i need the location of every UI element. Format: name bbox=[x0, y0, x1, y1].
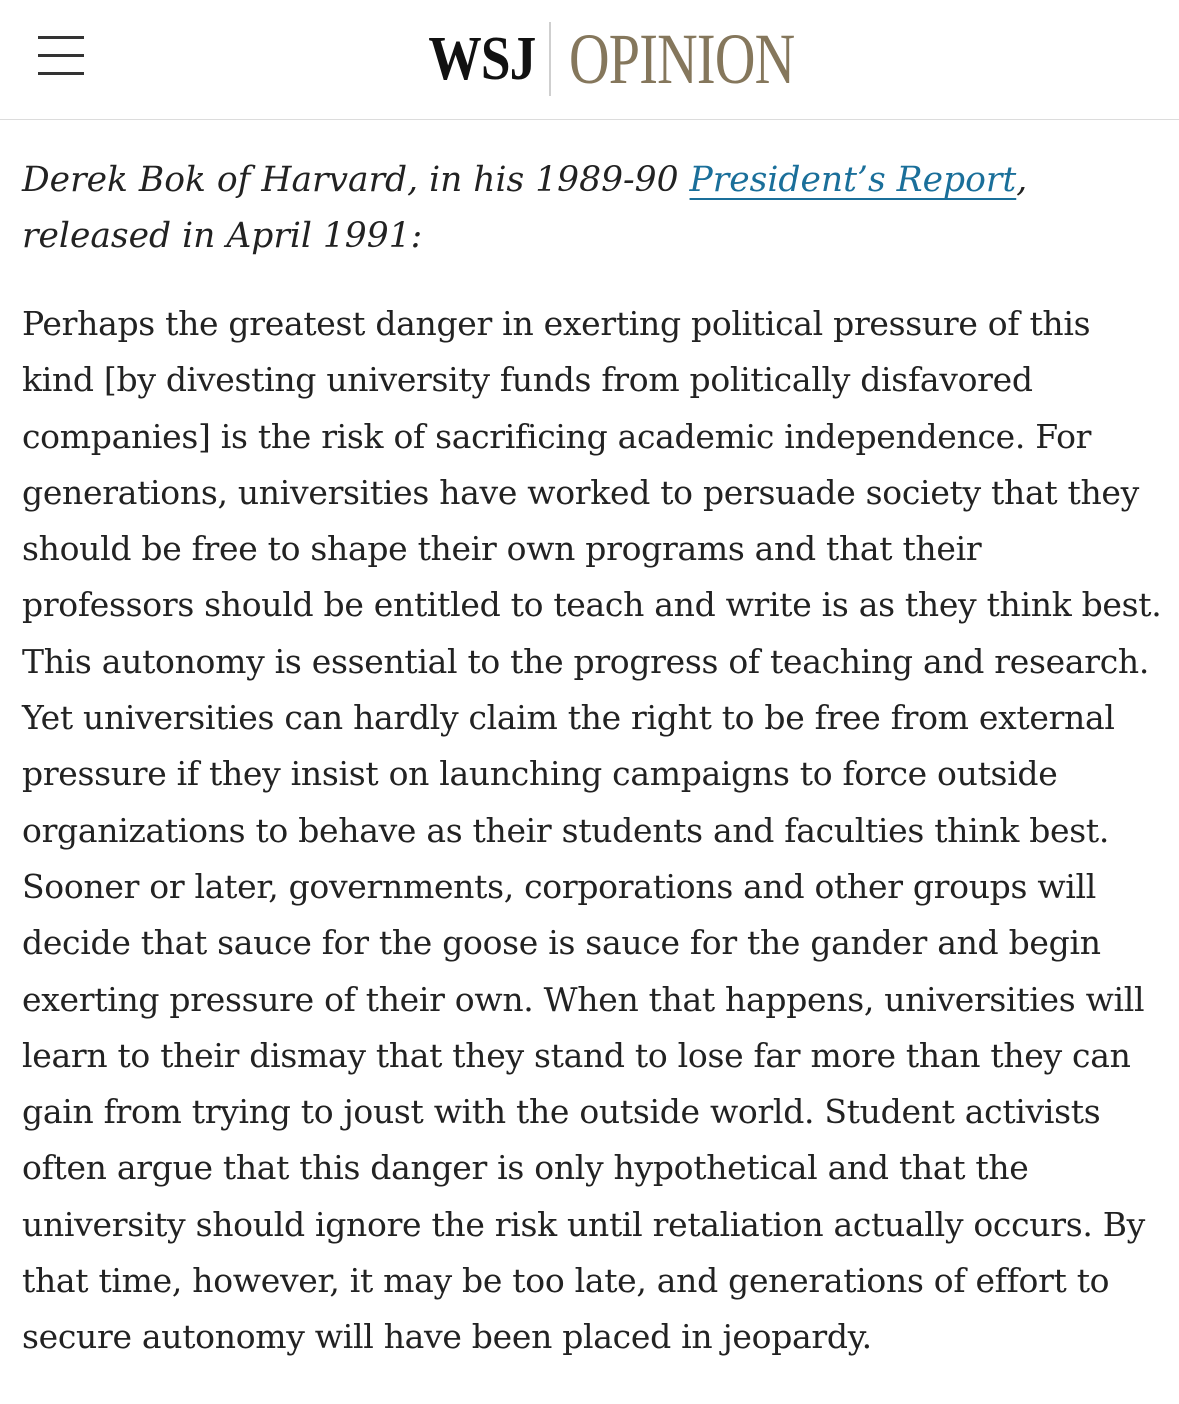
intro-text-after-link: , released in April 1991: bbox=[22, 160, 1028, 256]
article-body bbox=[22, 152, 1162, 1366]
quoted-passage: Perhaps the greatest danger in exerting political pressure of this kind [by divesting university funds from politically disfavored companies] is the risk of sacrificing academic independence. For generations, universities have worked to persuade society that they should be free to shape their own programs and that their professors should be entitled to teach and write is as they think best. This autonomy is essential to the progress of teaching and research. Yet universities can hardly claim the right to be free from external pressure if they insist on launching campaigns to force outside organizations to behave as their students and faculties think best. Sooner or later, governments, corporations and other groups will decide that sauce for the goose is sauce for the gander and begin exerting pressure of their own. When that happens, universities will learn to their dismay that they stand to lose far more than they can gain from trying to joust with the outside world. Student activists often argue that this danger is only hypothetical and that the university should ignore the risk until retaliation actually occurs. By that time, however, it may be too late, and generations of effort to secure autonomy will have been placed in jeopardy. bbox=[22, 304, 1162, 1357]
intro-text-before-link: Derek Bok of Harvard, in his 1989-90 bbox=[22, 160, 690, 200]
intro-paragraph bbox=[22, 152, 1162, 264]
wsj-opinion-logo[interactable] bbox=[0, 14, 1179, 104]
logo-wsj: WSJ bbox=[428, 25, 536, 93]
logo-section-opinion: OPINION bbox=[569, 19, 795, 99]
site-header bbox=[0, 0, 1179, 120]
presidents-report-link[interactable]: President’s Report bbox=[689, 160, 1017, 200]
logo-divider bbox=[549, 22, 551, 96]
